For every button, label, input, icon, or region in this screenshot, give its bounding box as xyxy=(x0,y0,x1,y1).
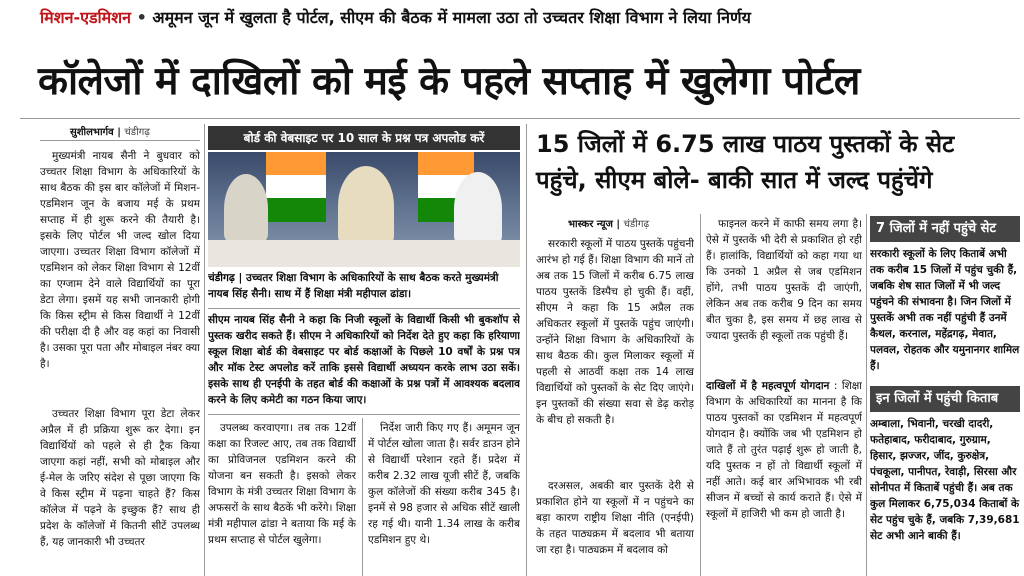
column-rule-3 xyxy=(526,124,527,576)
lower-col1-text: उपलब्ध करवाएगा। तब तक 12वीं कक्षा का रिजल्ट आए, तब तक विद्यार्थी का प्रोविजनल एडमिशन करने की योजना बन सकती है। इसको लेकर विभाग के मंत्री उच्चतर शिक्षा विभाग के अफसरों के साथ बैठकें भी करेंगे। शिक्षा मंत्री महीपाल ढांडा ने बताया कि मई के प्रथम सप्ताह से पोर्टल खुलेगा। xyxy=(208,422,356,546)
second-headline-line2: पहुंचे, सीएम बोले- बाकी सात में जल्द पहुंचेंगे xyxy=(536,166,933,194)
kicker xyxy=(40,6,751,28)
main-story-col1b xyxy=(40,406,200,576)
sidebar-box2-text: अम्बाला, भिवानी, चरखी दादरी, फतेहाबाद, फरीदाबाद, गुरुग्राम, हिसार, झज्जर, जींद, कुरुक्षेत्र, पंचकूला, पानीपत, रेवाड़ी, सिरसा और सोनीपत में किताबें पहुंची हैं। अब तक कुल मिलाकर 6,75,034 किताबों के सेट पहुंच चुके हैं, जबकि 7,39,681 सेट अभी आने बाकी हैं। xyxy=(870,418,1020,542)
cm-note: सीएम नायब सिंह सैनी ने कहा कि निजी स्कूलों के विद्यार्थी किसी भी बुकशॉप से पुस्तक खरीद सकते हैं। सीएम ने अधिकारियों को निर्देश देते हुए कहा कि हरियाणा स्कूल शिक्षा बोर्ड की वेबसाइट पर बोर्ड कक्षाओं के पिछले 10 वर्षों के प्रश्न पत्र और मॉक टेस्ट अपलोड करें ताकि इससे विद्यार्थी अध्ययन करके लाभ उठा सकें। इसके साथ ही एनईपी के तहत बोर्ड की कक्षाओं के प्रश्न पत्रों में आवश्यक बदलाव करने के लिए कमेटी का गठन किया जाए। xyxy=(208,314,520,406)
caption-text: उच्चतर शिक्षा विभाग के अधिकारियों के साथ बैठक करते मुख्यमंत्री नायब सिंह सैनी। साथ में हैं शिक्षा मंत्री महीपाल ढांडा। xyxy=(208,272,499,300)
flag-left xyxy=(266,152,326,222)
second-col2-subhead: दाखिलों में है महत्वपूर्ण योगदान xyxy=(706,380,830,392)
meeting-desk xyxy=(208,240,520,267)
meeting-photo xyxy=(208,152,520,267)
sidebar-box1-text: सरकारी स्कूलों के लिए किताबें अभी तक करीब 15 जिलों में पहुंच चुकी हैं, जबकि शेष सात जिलों में भी जल्द पहुंचने की संभावना है। जिन जिलों में पुस्तकें अभी तक नहीं पहुंची हैं उनमें कैथल, करनाल, महेंद्रगढ़, मेवात, पलवल, रोहतक और यमुनानगर शामिल हैं। xyxy=(870,248,1020,372)
second-col1b-text: दरअसल, अबकी बार पुस्तकें देरी से प्रकाशित होने या स्कूलों में न पहुंचने का बड़ा कारण राष्ट्रीय शिक्षा नीति (एनईपी) के तहत पाठ्यक्रम में बदलाव भी बताया जा रहा है। पाठ्यक्रम में बदलाव को xyxy=(536,480,694,556)
kicker-label: मिशन-एडमिशन xyxy=(40,8,131,27)
main-reporter: सुशीलभार्गव xyxy=(70,127,114,138)
main-story-col1 xyxy=(40,148,200,406)
column-rule-1 xyxy=(204,124,205,576)
main-story-p1: मुख्यमंत्री नायब सैनी ने बुधवार को उच्चतर शिक्षा विभाग के अधिकारियों के साथ बैठक की इस बार कॉलेजों में मिशन-एडमिशन जून के बजाय मई के प्रथम सप्ताह में ही शुरू करने की तैयारी है। इसके लिए पोर्टल भी जल्द खोल दिया जाएगा। उच्चतर शिक्षा विभाग कॉलेजों में एडमिशन को लेकर शिक्षा विभाग से 12वीं का एग्जाम देने वाले विद्यार्थियों का पूरा डेटा लेगा। इसमें यह सभी जानकारी होगी कि किस स्ट्रीम से किस विद्यार्थी ने 12वीं की परीक्षा दी है और वह कहां का निवासी है। उसका पूरा पता और मोबाइल नंबर क्या है। xyxy=(40,150,200,370)
caption-divider xyxy=(208,308,520,309)
second-reporter: भास्कर न्यूज xyxy=(568,219,613,230)
main-headline: कॉलेजों में दाखिलों को मई के पहले सप्ताह में खुलेगा पोर्टल xyxy=(38,59,860,104)
kicker-bullet: • xyxy=(136,8,147,27)
column-rule-4 xyxy=(700,214,701,576)
main-story-p2: उच्चतर शिक्षा विभाग पूरा डेटा लेकर अप्रैल में ही प्रक्रिया शुरू कर देगा। इन विद्यार्थियों को पहले से ही ट्रैक किया जाएगा कहां नहीं, सभी को मोबाइल और ई-मेल के जरिए संदेश से पूछा जाएगा कि वे किस स्ट्रीम में पढ़ना चाहते हैं? किस कॉलेज में पढ़ने के इच्छुक हैं? साथ ही प्रदेश के कॉलेजों में कितनी सीटें उपलब्ध हैं, यह जानकारी भी उच्चतर xyxy=(40,408,200,548)
photo-banner: बोर्ड की वेबसाइट पर 10 साल के प्रश्न पत्र अपलोड करें xyxy=(208,126,520,150)
sidebar-box2-title: इन जिलों में पहुंची किताब xyxy=(870,386,1020,412)
photo-caption: चंडीगढ़ | उच्चतर शिक्षा विभाग के अधिकारियों के साथ बैठक करते मुख्यमंत्री नायब सिंह सैनी। साथ में हैं शिक्षा मंत्री महीपाल ढांडा। xyxy=(208,272,499,300)
note-divider xyxy=(208,414,520,415)
second-headline-line1: 15 जिलों में 6.75 लाख पाठय पुस्तकों के सेट xyxy=(536,130,955,158)
second-col1b xyxy=(536,478,694,576)
sidebar-box1-title: 7 जिलों में नहीं पहुंचे सेट xyxy=(870,216,1020,242)
kicker-text: अमूमन जून में खुलता है पोर्टल, सीएम की बैठक में मामला उठा तो उच्चतर शिक्षा विभाग ने लिया निर्णय xyxy=(152,8,751,27)
second-byline: भास्कर न्यूज | चंडीगढ़ xyxy=(568,219,650,230)
second-col1-text: सरकारी स्कूलों में पाठय पुस्तकें पहुंचनी आरंभ हो गई हैं। शिक्षा विभाग की मानें तो अब तक 15 जिलों में करीब 6.75 लाख पाठय पुस्तकें डिस्पैच हो चुकी हैं। वहीं, सीएम ने कहा कि 15 अप्रैल तक अधिकतर स्कूलों में पुस्तकें पहुंच जाएंगी। उन्होंने शिक्षा विभाग के अधिकारियों के साथ बैठक की। कुल मिलाकर स्कूलों में पहली से आठवीं कक्षा तक 14 लाख विद्यार्थियों को पुस्तकों के सेट दिए जाएंगे। इन पुस्तकों की संख्या सवा से डेढ़ करोड़ के बीच हो सकती है। xyxy=(536,238,694,426)
second-col2-text: फाइनल करने में काफी समय लगा है। ऐसे में पुस्तकें भी देरी से प्रकाशित हो रही हैं। हालांकि, विद्यार्थियों को कहा गया था कि उनको 1 अप्रैल से जब एडमिशन होंगे, तभी पाठय पुस्तकें दी जाएंगी, लेकिन अब तक करीब 9 दिन का समय बीत चुका है, इस समय में छह लाख से ज्यादा पुस्तकें ही स्कूलों तक पहुंची हैं। xyxy=(706,218,862,342)
headline-divider xyxy=(20,118,1020,119)
byline-divider xyxy=(40,140,200,141)
column-rule-5 xyxy=(866,214,867,576)
main-location: चंडीगढ़ xyxy=(124,127,150,138)
column-rule-2 xyxy=(362,418,363,576)
lower-col2 xyxy=(368,420,520,576)
second-col1 xyxy=(536,236,694,476)
lower-col2-text: निर्देश जारी किए गए हैं। अमूमन जून में पोर्टल खोला जाता है। सर्वर डाउन होने से विद्यार्थी परेशान रहते हैं। प्रदेश में करीब 2.32 लाख यूजी सीटें हैं, जबकि कुल कॉलेजों की संख्या करीब 345 है। इनमें से 98 हजार से अधिक सीटें खाली रह गई थी। यानी 1.34 लाख के करीब एडमिशन हुए थे। xyxy=(368,422,520,546)
lower-col1 xyxy=(208,420,356,576)
second-col2b-text: : शिक्षा विभाग के अधिकारियों का मानना है कि पाठय पुस्तकों का एडमिशन में महत्वपूर्ण योगदान है। क्योंकि जब भी एडमिशन हो जाते हैं तो तुरंत पढ़ाई शुरू हो जाती है, यदि पुस्तक न हों तो विद्यार्थी स्कूलों में नहीं आते। कई बार अभिभावक भी रबी सीजन में बच्चों से कार्य कराते हैं। ऐसे में स्कूलों में हाजिरी भी कम हो जाती है। xyxy=(706,380,862,520)
person-right xyxy=(454,172,502,246)
second-col2 xyxy=(706,216,862,376)
main-byline: सुशीलभार्गव | चंडीगढ़ xyxy=(70,127,150,138)
second-location: चंडीगढ़ xyxy=(623,219,650,230)
person-left xyxy=(224,174,268,244)
caption-location: चंडीगढ़ xyxy=(208,272,235,284)
second-col2b xyxy=(706,378,862,576)
person-center xyxy=(338,166,394,246)
